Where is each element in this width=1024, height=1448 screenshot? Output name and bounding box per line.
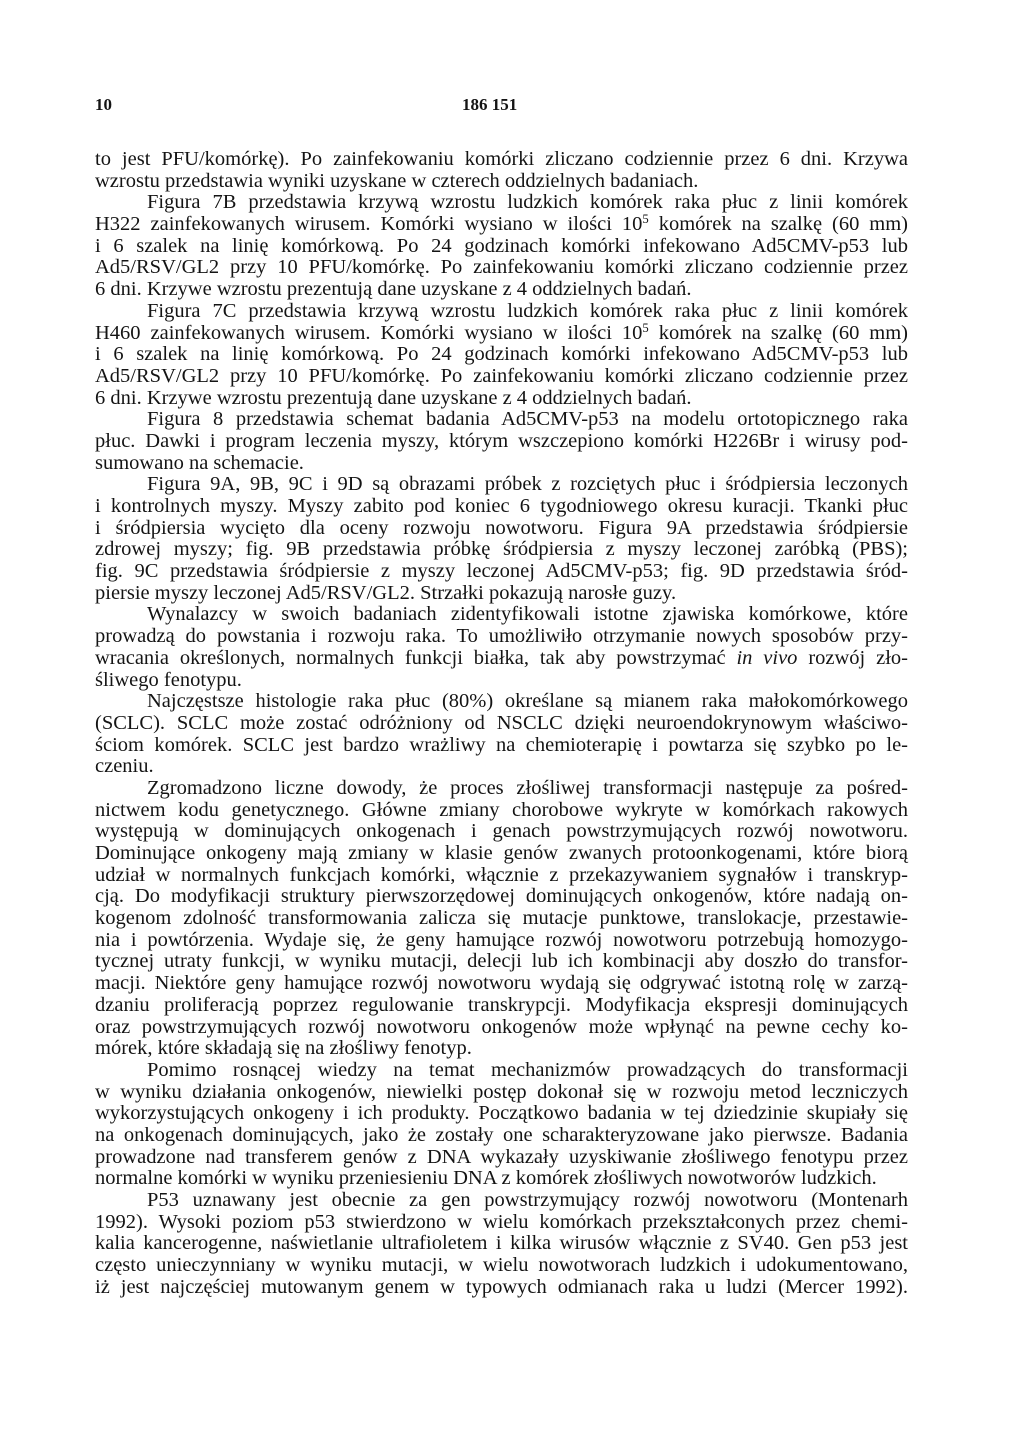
text-line: na onkogenach dominujących, jako że zostały one scharakteryzowane jako pierwsze. Badania: [95, 1123, 908, 1146]
text-line: prowadzą do powstania i rozwoju raka. To umożliwiło otrzymanie nowych sposobów przy-: [95, 625, 908, 648]
paragraph: [95, 409, 908, 474]
text-line: cją. Do modyfikacji struktury pierwszorzędowej dominujących onkogenów, które nadają on-: [95, 885, 908, 908]
text-line: tycznej utraty funkcji, w wyniku mutacji, delecji lub ich kombinacji aby doszło do transfor-: [95, 950, 908, 973]
text-segment: komórek na szalkę (60 mm): [648, 321, 909, 344]
page-number: 10: [95, 95, 112, 114]
paragraph: [95, 192, 908, 300]
text-line: fig. 9C przedstawia śródpiersie z myszy leczonej Ad5CMV-p53; fig. 9D przedstawia śród-: [95, 560, 908, 583]
text-line: i kontrolnych myszy. Myszy zabito pod koniec 6 tygodniowego okresu kuracji. Tkanki płuc: [95, 495, 908, 517]
paragraph: [95, 691, 908, 778]
text-line: występują w dominujących onkogenach i genach powstrzymujących rozwój nowotworu.: [95, 820, 908, 843]
text-line: kalia kancerogenne, naświetlanie ultrafioletem i kilka wirusów włącznie z SV40. Gen p53 jest: [95, 1232, 908, 1255]
text-line: Pomimo rosnącej wiedzy na temat mechanizmów prowadzących do transformacji: [147, 1058, 908, 1081]
text-line: czeniu.: [95, 755, 154, 778]
text-line: nictwem kodu genetycznego. Główne zmiany chorobowe wykryte w komórkach rakowych: [95, 798, 908, 821]
text-line: nia i powtórzenia. Wydaje się, że geny hamujące rozwój nowotworu potrzebują homozygo-: [95, 928, 908, 951]
body-text: [95, 149, 908, 1298]
text-line: sumowano na schemacie.: [95, 451, 304, 474]
text-line: wykorzystujących onkogeny i ich produkty. Początkowo badania w tej dziedzinie skupiały się: [95, 1102, 908, 1125]
text-line: prowadzone nad transferem genów z DNA wykazały uzyskiwanie złośliwego fenotypu przez: [95, 1145, 908, 1168]
text-line: 1992). Wysoki poziom p53 stwierdzono w wielu komórkach przekształconych przez chemi-: [95, 1210, 908, 1233]
text-segment: rozwój zło-: [797, 646, 908, 669]
text-line: [95, 320, 909, 345]
text-line: często unieczynniany w wyniku mutacji, w wielu nowotworach ludzkich i udokumentowano,: [95, 1254, 908, 1277]
paragraph: [95, 778, 908, 1060]
text-line: i 6 szalek na linię komórkową. Po 24 godzinach komórki infekowano Ad5CMV-p53 lub: [95, 343, 908, 366]
text-line: piersie myszy leczonej Ad5/RSV/GL2. Strzałki pokazują narosłe guzy.: [95, 581, 677, 604]
text-line: Dominujące onkogeny mają zmiany w klasie genów zwanych protoonkogenami, które biorą: [95, 842, 908, 864]
paragraph: [95, 301, 908, 409]
text-line: i 6 szalek na linię komórkową. Po 24 godzinach komórki infekowano Ad5CMV-p53 lub: [95, 234, 908, 257]
text-line: kogenom zdolność transformowania zalicza się mutacje punktowe, translokacje, przestawie-: [95, 907, 908, 930]
superscript-exponent: 5: [642, 212, 649, 227]
text-segment: wracania określonych, normalnych funkcji białka, tak aby powstrzymać: [95, 646, 737, 669]
text-line: w wyniku działania onkogenów, niewielki postęp dokonał się w rozwoju metod leczniczych: [95, 1080, 908, 1103]
text-line: wzrostu przedstawia wyniki uzyskane w czterech oddzielnych badaniach.: [95, 169, 699, 192]
text-line: Ad5/RSV/GL2 przy 10 PFU/komórkę. Po zainfekowaniu komórki zliczano codziennie przez: [95, 256, 908, 279]
italic-term: in vivo: [736, 646, 798, 669]
paragraph: [95, 1060, 908, 1190]
text-line: to jest PFU/komórkę). Po zainfekowaniu komórki zliczano codziennie przez 6 dni. Krzywa: [95, 148, 908, 170]
text-line: Figura 9A, 9B, 9C i 9D są obrazami próbek z rozciętych płuc i śródpiersia leczonych: [147, 473, 908, 496]
text-line: ściom komórek. SCLC jest bardzo wrażliwy na chemioterapię i powtarza się szybko po le-: [95, 733, 908, 756]
text-line: macji. Niektóre geny hamujące rozwój nowotworu wydają się odgrywać istotną rolę w zarzą-: [95, 972, 908, 995]
text-line: Ad5/RSV/GL2 przy 10 PFU/komórkę. Po zainfekowaniu komórki zliczano codziennie przez: [95, 364, 908, 387]
text-line: normalne komórki w wyniku przeniesieniu DNA z komórek złośliwych nowotworów ludzkich.: [95, 1167, 877, 1190]
text-line: zdrowej myszy; fig. 9B przedstawia próbkę śródpiersia z myszy leczonej zaróbką (PBS);: [95, 538, 908, 561]
text-line: iż jest najczęściej mutowanym genem w typowych odmianach raka u ludzi (Mercer 1992).: [95, 1275, 908, 1298]
text-line: P53 uznawany jest obecnie za gen powstrzymujący rozwój nowotworu (Montenarh: [147, 1189, 908, 1211]
text-line: dzaniu proliferacją poprzez regulowanie transkrypcji. Modyfikacja ekspresji dominujących: [95, 993, 908, 1016]
text-line: płuc. Dawki i program leczenia myszy, którym wszczepiono komórki H226Br i wirusy pod-: [95, 429, 908, 452]
text-line: mórek, które składają się na złośliwy fenotyp.: [95, 1037, 472, 1060]
text-line: Figura 7C przedstawia krzywą wzrostu ludzkich komórek raka płuc z linii komórek: [147, 299, 908, 322]
text-line: 6 dni. Krzywe wzrostu prezentują dane uzyskane z 4 oddzielnych badań.: [95, 386, 692, 409]
text-line: (SCLC). SCLC może zostać odróżniony od NSCLC dzięki neuroendokrynowym właściwo-: [95, 711, 908, 734]
paragraph: [95, 149, 908, 192]
text-line: i śródpiersia wycięto dla oceny rozwoju nowotworu. Figura 9A przedstawia śródpiersie: [95, 516, 908, 539]
text-line: [95, 648, 908, 670]
text-segment: H322 zainfekowanych wirusem. Komórki wysiano w ilości 10: [95, 213, 643, 236]
text-line: śliwego fenotypu.: [95, 668, 242, 691]
text-line: Najczęstsze histologie raka płuc (80%) określane są mianem raka małokomórkowego: [147, 690, 908, 713]
document-number: 186 151: [462, 95, 518, 114]
text-line: Figura 7B przedstawia krzywą wzrostu ludzkich komórek raka płuc z linii komórek: [147, 191, 908, 214]
superscript-exponent: 5: [642, 320, 649, 335]
text-segment: komórek na szalkę (60 mm): [648, 213, 909, 236]
text-line: Zgromadzono liczne dowody, że proces złośliwej transformacji następuje za pośred-: [147, 776, 908, 799]
text-line: udział w normalnych funkcjach komórki, włącznie z przekazywaniem sygnałów i transkryp-: [95, 863, 908, 886]
paragraph: [95, 604, 908, 691]
text-line: Figura 8 przedstawia schemat badania Ad5CMV-p53 na modelu ortotopicznego raka: [147, 408, 908, 431]
text-line: Wynalazcy w swoich badaniach zidentyfikowali istotne zjawiska komórkowe, które: [147, 603, 908, 626]
text-line: oraz powstrzymujących rozwój nowotworu onkogenów może wpłynąć na pewne cechy ko-: [95, 1015, 908, 1038]
paragraph: [95, 1190, 908, 1298]
text-line: 6 dni. Krzywe wzrostu prezentują dane uzyskane z 4 oddzielnych badań.: [95, 278, 692, 301]
text-line: [95, 214, 908, 236]
paragraph: [95, 474, 908, 604]
text-segment: H460 zainfekowanych wirusem. Komórki wysiano w ilości 10: [95, 321, 643, 344]
